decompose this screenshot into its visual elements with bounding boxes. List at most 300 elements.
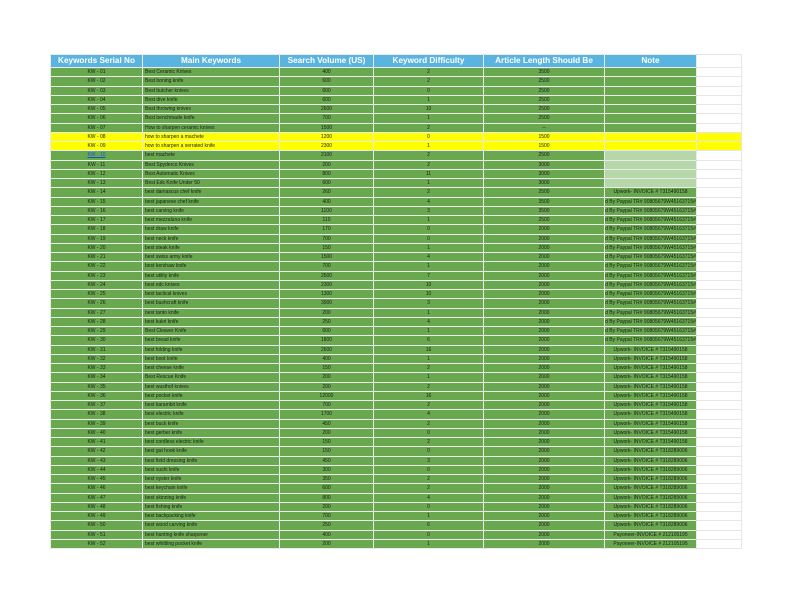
- cell-keyword[interactable]: best wood carving knife: [143, 521, 280, 530]
- header-main-keywords[interactable]: Main Keywords: [143, 55, 280, 68]
- cell-length[interactable]: 2000: [484, 401, 605, 410]
- cell-difficulty[interactable]: 0: [374, 502, 484, 511]
- cell-note[interactable]: [605, 114, 697, 123]
- empty-cell[interactable]: [697, 216, 742, 225]
- cell-keyword[interactable]: best wusthof knives: [143, 382, 280, 391]
- cell-volume[interactable]: 700: [280, 114, 374, 123]
- cell-difficulty[interactable]: 1: [374, 114, 484, 123]
- empty-cell[interactable]: [697, 105, 742, 114]
- cell-keyword[interactable]: How to sharpen ceramic knives: [143, 123, 280, 132]
- cell-difficulty[interactable]: 1: [374, 308, 484, 317]
- cell-keyword[interactable]: best bushcraft knife: [143, 299, 280, 308]
- cell-volume[interactable]: 200: [280, 502, 374, 511]
- cell-note[interactable]: Upwork- INVOICE # T315490158: [605, 391, 697, 400]
- cell-keyword[interactable]: best fishing knife: [143, 502, 280, 511]
- empty-cell[interactable]: [697, 262, 742, 271]
- cell-keyword[interactable]: Best benchmade knife: [143, 114, 280, 123]
- cell-serial[interactable]: KW - 43: [51, 456, 143, 465]
- cell-length[interactable]: 2500: [484, 77, 605, 86]
- cell-note[interactable]: [605, 132, 697, 141]
- cell-keyword[interactable]: best folding knife: [143, 345, 280, 354]
- cell-serial[interactable]: KW - 30: [51, 336, 143, 345]
- cell-note[interactable]: Upwork- INVOICE # T318289006: [605, 456, 697, 465]
- cell-length[interactable]: 2000: [484, 299, 605, 308]
- cell-length[interactable]: 2500: [484, 95, 605, 104]
- cell-difficulty[interactable]: 1: [374, 216, 484, 225]
- cell-keyword[interactable]: best gut hook knife: [143, 447, 280, 456]
- cell-serial[interactable]: KW - 44: [51, 465, 143, 474]
- cell-difficulty[interactable]: 2: [374, 77, 484, 86]
- cell-keyword[interactable]: Best butcher knives: [143, 86, 280, 95]
- cell-keyword[interactable]: how to sharpen a machete: [143, 132, 280, 141]
- cell-serial[interactable]: KW - 15: [51, 197, 143, 206]
- cell-difficulty[interactable]: 0: [374, 465, 484, 474]
- cell-note[interactable]: Upwork- INVOICE # T318289006: [605, 502, 697, 511]
- cell-serial[interactable]: KW - 25: [51, 290, 143, 299]
- cell-volume[interactable]: 2100: [280, 151, 374, 160]
- cell-keyword[interactable]: Best dive knife: [143, 95, 280, 104]
- cell-length[interactable]: 1500: [484, 132, 605, 141]
- cell-serial[interactable]: KW - 28: [51, 317, 143, 326]
- cell-serial[interactable]: KW - 21: [51, 253, 143, 262]
- cell-keyword[interactable]: best steak knife: [143, 243, 280, 252]
- cell-volume[interactable]: 600: [280, 484, 374, 493]
- cell-difficulty[interactable]: 1: [374, 512, 484, 521]
- empty-cell[interactable]: [697, 373, 742, 382]
- cell-volume[interactable]: 450: [280, 419, 374, 428]
- cell-volume[interactable]: 1800: [280, 336, 374, 345]
- cell-serial[interactable]: KW - 52: [51, 539, 143, 548]
- cell-difficulty[interactable]: 2: [374, 160, 484, 169]
- empty-cell[interactable]: [697, 438, 742, 447]
- cell-note[interactable]: [605, 77, 697, 86]
- empty-cell[interactable]: [697, 188, 742, 197]
- header-article-length[interactable]: Article Length Should Be: [484, 55, 605, 68]
- cell-note[interactable]: Upwork- INVOICE # T315490158: [605, 345, 697, 354]
- cell-volume[interactable]: 250: [280, 521, 374, 530]
- cell-keyword[interactable]: best japanese chef knife: [143, 197, 280, 206]
- empty-cell[interactable]: [697, 521, 742, 530]
- cell-difficulty[interactable]: 0: [374, 86, 484, 95]
- cell-serial[interactable]: KW - 46: [51, 484, 143, 493]
- cell-serial[interactable]: KW - 03: [51, 86, 143, 95]
- empty-cell[interactable]: [697, 280, 742, 289]
- cell-keyword[interactable]: best kukri knife: [143, 317, 280, 326]
- cell-length[interactable]: 2000: [484, 484, 605, 493]
- cell-serial[interactable]: KW - 05: [51, 105, 143, 114]
- header-search-volume[interactable]: Search Volume (US): [280, 55, 374, 68]
- cell-volume[interactable]: 600: [280, 95, 374, 104]
- cell-volume[interactable]: 200: [280, 308, 374, 317]
- empty-cell[interactable]: [697, 253, 742, 262]
- empty-cell[interactable]: [697, 493, 742, 502]
- cell-keyword[interactable]: best cordless electric knife: [143, 438, 280, 447]
- empty-cell[interactable]: [697, 225, 742, 234]
- cell-length[interactable]: 2500: [484, 151, 605, 160]
- cell-difficulty[interactable]: 1: [374, 95, 484, 104]
- cell-serial[interactable]: KW - 17: [51, 216, 143, 225]
- cell-volume[interactable]: 700: [280, 401, 374, 410]
- empty-cell[interactable]: [697, 95, 742, 104]
- cell-volume[interactable]: 150: [280, 364, 374, 373]
- cell-keyword[interactable]: best hunting knife sharpener: [143, 530, 280, 539]
- cell-serial[interactable]: KW - 48: [51, 502, 143, 511]
- cell-volume[interactable]: 400: [280, 68, 374, 77]
- cell-difficulty[interactable]: 4: [374, 493, 484, 502]
- cell-keyword[interactable]: best skinning knife: [143, 493, 280, 502]
- cell-difficulty[interactable]: 3: [374, 456, 484, 465]
- cell-serial[interactable]: KW - 04: [51, 95, 143, 104]
- cell-serial[interactable]: KW - 24: [51, 280, 143, 289]
- empty-cell[interactable]: [697, 484, 742, 493]
- cell-volume[interactable]: 1300: [280, 290, 374, 299]
- cell-volume[interactable]: 800: [280, 169, 374, 178]
- cell-note[interactable]: d By Paypal TR# 90805679W45163715#: [605, 226, 696, 233]
- cell-length[interactable]: 3500: [484, 197, 605, 206]
- cell-length[interactable]: 2500: [484, 86, 605, 95]
- cell-volume[interactable]: 800: [280, 493, 374, 502]
- cell-keyword[interactable]: Best Edc Knife Under 50: [143, 179, 280, 188]
- cell-note[interactable]: Upwork- INVOICE # T315490158: [605, 419, 697, 428]
- cell-serial[interactable]: KW - 33: [51, 364, 143, 373]
- empty-cell[interactable]: [697, 197, 742, 206]
- cell-difficulty[interactable]: 4: [374, 317, 484, 326]
- cell-length[interactable]: 2000: [484, 262, 605, 271]
- cell-difficulty[interactable]: 0: [374, 530, 484, 539]
- cell-difficulty[interactable]: 4: [374, 253, 484, 262]
- cell-serial[interactable]: KW - 47: [51, 493, 143, 502]
- cell-note[interactable]: d By Paypal TR# 90805679W45163715#: [605, 207, 696, 214]
- cell-volume[interactable]: 150: [280, 447, 374, 456]
- empty-cell[interactable]: [697, 336, 742, 345]
- cell-note[interactable]: Upwork- INVOICE # T318289006: [605, 493, 697, 502]
- cell-keyword[interactable]: how to sharpen a serrated knife: [143, 142, 280, 151]
- cell-difficulty[interactable]: 3: [374, 206, 484, 215]
- cell-note[interactable]: [605, 142, 697, 151]
- cell-volume[interactable]: 1500: [280, 123, 374, 132]
- cell-serial[interactable]: KW - 39: [51, 419, 143, 428]
- cell-serial[interactable]: KW - 35: [51, 382, 143, 391]
- cell-note[interactable]: d By Paypal TR# 90805679W45163715#: [605, 272, 696, 279]
- cell-note[interactable]: [605, 169, 697, 178]
- cell-volume[interactable]: 600: [280, 179, 374, 188]
- cell-length[interactable]: 2000: [484, 317, 605, 326]
- empty-cell[interactable]: [697, 475, 742, 484]
- cell-keyword[interactable]: Best throwing knives: [143, 105, 280, 114]
- cell-volume[interactable]: 2600: [280, 105, 374, 114]
- cell-note[interactable]: d By Paypal TR# 90805679W45163715#: [605, 235, 696, 242]
- cell-note[interactable]: [605, 160, 697, 169]
- cell-difficulty[interactable]: 2: [374, 151, 484, 160]
- cell-volume[interactable]: 600: [280, 327, 374, 336]
- cell-keyword[interactable]: best whittling pocket knife: [143, 539, 280, 548]
- cell-volume[interactable]: 260: [280, 188, 374, 197]
- cell-difficulty[interactable]: 16: [374, 345, 484, 354]
- cell-keyword[interactable]: best bread knife: [143, 336, 280, 345]
- cell-keyword[interactable]: Best Rescue Knife: [143, 373, 280, 382]
- empty-cell[interactable]: [697, 354, 742, 363]
- cell-volume[interactable]: 12000: [280, 391, 374, 400]
- cell-keyword[interactable]: best machete: [143, 151, 280, 160]
- cell-volume[interactable]: 170: [280, 225, 374, 234]
- cell-note[interactable]: Upwork- INVOICE # T315490158: [605, 354, 697, 363]
- cell-note[interactable]: Upwork- INVOICE # T315490158: [605, 401, 697, 410]
- cell-volume[interactable]: 1700: [280, 410, 374, 419]
- cell-keyword[interactable]: best pocket knife: [143, 391, 280, 400]
- cell-keyword[interactable]: best oyster knife: [143, 475, 280, 484]
- cell-length[interactable]: 3000: [484, 179, 605, 188]
- cell-note[interactable]: Upwork- INVOICE # T318289006: [605, 475, 697, 484]
- cell-difficulty[interactable]: 2: [374, 382, 484, 391]
- cell-difficulty[interactable]: 0: [374, 234, 484, 243]
- empty-cell[interactable]: [697, 317, 742, 326]
- cell-difficulty[interactable]: 7: [374, 271, 484, 280]
- cell-serial[interactable]: KW - 51: [51, 530, 143, 539]
- cell-serial[interactable]: KW - 36: [51, 391, 143, 400]
- cell-volume[interactable]: 700: [280, 512, 374, 521]
- cell-serial[interactable]: KW - 26: [51, 299, 143, 308]
- empty-cell[interactable]: [697, 299, 742, 308]
- cell-difficulty[interactable]: 1: [374, 262, 484, 271]
- cell-keyword[interactable]: best electric knife: [143, 410, 280, 419]
- cell-volume[interactable]: 700: [280, 262, 374, 271]
- cell-difficulty[interactable]: 0: [374, 447, 484, 456]
- empty-cell[interactable]: [697, 206, 742, 215]
- cell-length[interactable]: 2000: [484, 345, 605, 354]
- cell-volume[interactable]: 1200: [280, 132, 374, 141]
- cell-serial[interactable]: KW - 08: [51, 132, 143, 141]
- cell-note[interactable]: Payoneer-INVOICE # 212105195: [605, 539, 697, 548]
- cell-length[interactable]: --: [484, 123, 605, 132]
- cell-volume[interactable]: 450: [280, 456, 374, 465]
- cell-difficulty[interactable]: 4: [374, 197, 484, 206]
- cell-serial[interactable]: KW - 49: [51, 512, 143, 521]
- cell-volume[interactable]: 350: [280, 475, 374, 484]
- cell-length[interactable]: 2000: [484, 447, 605, 456]
- cell-keyword[interactable]: best backpacking knife: [143, 512, 280, 521]
- cell-serial[interactable]: KW - 01: [51, 68, 143, 77]
- cell-length[interactable]: 2000: [484, 391, 605, 400]
- cell-keyword[interactable]: best field dressing knife: [143, 456, 280, 465]
- empty-cell[interactable]: [697, 345, 742, 354]
- cell-volume[interactable]: 2300: [280, 142, 374, 151]
- cell-keyword[interactable]: best keychain knife: [143, 484, 280, 493]
- empty-cell[interactable]: [697, 428, 742, 437]
- cell-note[interactable]: d By Paypal TR# 90805679W45163715#: [605, 337, 696, 344]
- cell-keyword[interactable]: best utility knife: [143, 271, 280, 280]
- cell-volume[interactable]: 110: [280, 216, 374, 225]
- cell-keyword[interactable]: best tactical knives: [143, 290, 280, 299]
- cell-difficulty[interactable]: 2: [374, 68, 484, 77]
- empty-cell[interactable]: [697, 169, 742, 178]
- cell-volume[interactable]: 200: [280, 160, 374, 169]
- cell-volume[interactable]: 2600: [280, 345, 374, 354]
- cell-difficulty[interactable]: 2: [374, 364, 484, 373]
- cell-keyword[interactable]: Best Cleaver Knife: [143, 327, 280, 336]
- empty-column-header[interactable]: [697, 55, 742, 68]
- cell-serial[interactable]: KW - 45: [51, 475, 143, 484]
- cell-serial[interactable]: KW - 06: [51, 114, 143, 123]
- cell-length[interactable]: 3500: [484, 68, 605, 77]
- empty-cell[interactable]: [697, 530, 742, 539]
- cell-length[interactable]: 2000: [484, 493, 605, 502]
- cell-keyword[interactable]: best cheese knife: [143, 364, 280, 373]
- cell-difficulty[interactable]: 1: [374, 327, 484, 336]
- cell-keyword[interactable]: best swiss army knife: [143, 253, 280, 262]
- cell-length[interactable]: 2000: [484, 410, 605, 419]
- cell-keyword[interactable]: best carving knife: [143, 206, 280, 215]
- cell-note[interactable]: d By Paypal TR# 90805679W45163715#: [605, 254, 696, 261]
- cell-serial[interactable]: KW - 27: [51, 308, 143, 317]
- cell-note[interactable]: [605, 95, 697, 104]
- cell-keyword[interactable]: Best Ceramic Knives: [143, 68, 280, 77]
- cell-difficulty[interactable]: 2: [374, 123, 484, 132]
- empty-cell[interactable]: [697, 512, 742, 521]
- cell-keyword[interactable]: Best Spyderco Knives: [143, 160, 280, 169]
- cell-note[interactable]: [605, 123, 697, 132]
- cell-keyword[interactable]: Best boning knife: [143, 77, 280, 86]
- cell-keyword[interactable]: best edc knives: [143, 280, 280, 289]
- cell-difficulty[interactable]: 6: [374, 521, 484, 530]
- cell-length[interactable]: 2000: [484, 225, 605, 234]
- cell-note[interactable]: Upwork- INVOICE # T318289006: [605, 512, 697, 521]
- cell-length[interactable]: 2000: [484, 521, 605, 530]
- header-note[interactable]: Note: [605, 55, 697, 68]
- cell-length[interactable]: 2000: [484, 530, 605, 539]
- cell-difficulty[interactable]: 0: [374, 225, 484, 234]
- cell-difficulty[interactable]: 1: [374, 179, 484, 188]
- cell-serial[interactable]: KW - 19: [51, 234, 143, 243]
- cell-keyword[interactable]: best damascus chef knife: [143, 188, 280, 197]
- cell-serial[interactable]: KW - 34: [51, 373, 143, 382]
- empty-cell[interactable]: [697, 179, 742, 188]
- cell-difficulty[interactable]: 10: [374, 105, 484, 114]
- cell-volume[interactable]: 150: [280, 438, 374, 447]
- cell-length[interactable]: 2000: [484, 382, 605, 391]
- empty-cell[interactable]: [697, 243, 742, 252]
- cell-note[interactable]: [605, 179, 697, 188]
- cell-length[interactable]: 2000: [484, 234, 605, 243]
- cell-length[interactable]: 2500: [484, 114, 605, 123]
- cell-note[interactable]: Upwork- INVOICE # T315490158: [605, 382, 697, 391]
- cell-volume[interactable]: 150: [280, 243, 374, 252]
- cell-length[interactable]: 2000: [484, 280, 605, 289]
- cell-note[interactable]: d By Paypal TR# 90805679W45163715#: [605, 309, 696, 316]
- cell-note[interactable]: d By Paypal TR# 90805679W45163715#: [605, 281, 696, 288]
- cell-serial[interactable]: KW - 31: [51, 345, 143, 354]
- cell-note[interactable]: Upwork- INVOICE # T318289006: [605, 465, 697, 474]
- cell-difficulty[interactable]: 1: [374, 373, 484, 382]
- cell-length[interactable]: 3000: [484, 169, 605, 178]
- cell-length[interactable]: 2000: [484, 428, 605, 437]
- cell-length[interactable]: 1500: [484, 142, 605, 151]
- cell-serial[interactable]: KW - 41: [51, 438, 143, 447]
- cell-difficulty[interactable]: 1: [374, 354, 484, 363]
- cell-keyword[interactable]: best gerber knife: [143, 428, 280, 437]
- cell-volume[interactable]: 200: [280, 428, 374, 437]
- cell-note[interactable]: Upwork- INVOICE # T318289006: [605, 484, 697, 493]
- cell-note[interactable]: Upwork- INVOICE # T315490158: [605, 438, 697, 447]
- cell-keyword[interactable]: best karambit knife: [143, 401, 280, 410]
- cell-note[interactable]: Upwork- INVOICE # T315490158: [605, 373, 697, 382]
- cell-volume[interactable]: 3900: [280, 299, 374, 308]
- cell-serial[interactable]: KW - 50: [51, 521, 143, 530]
- cell-volume[interactable]: 200: [280, 539, 374, 548]
- cell-length[interactable]: 2000: [484, 373, 605, 382]
- cell-note[interactable]: d By Paypal TR# 90805679W45163715#: [605, 198, 696, 205]
- cell-keyword[interactable]: best neck knife: [143, 234, 280, 243]
- cell-note[interactable]: [605, 151, 697, 160]
- cell-difficulty[interactable]: 1: [374, 539, 484, 548]
- cell-volume[interactable]: 1500: [280, 253, 374, 262]
- cell-length[interactable]: 2000: [484, 354, 605, 363]
- cell-volume[interactable]: 2300: [280, 280, 374, 289]
- cell-serial[interactable]: KW - 38: [51, 410, 143, 419]
- cell-serial[interactable]: KW - 13: [51, 179, 143, 188]
- cell-difficulty[interactable]: 0: [374, 428, 484, 437]
- cell-note[interactable]: [605, 86, 697, 95]
- cell-serial[interactable]: KW - 12: [51, 169, 143, 178]
- cell-length[interactable]: 2000: [484, 465, 605, 474]
- header-keyword-difficulty[interactable]: Keyword Difficulty: [374, 55, 484, 68]
- cell-note[interactable]: d By Paypal TR# 90805679W45163715#: [605, 244, 696, 251]
- cell-keyword[interactable]: best sushi knife: [143, 465, 280, 474]
- empty-cell[interactable]: [697, 308, 742, 317]
- cell-serial[interactable]: KW - 29: [51, 327, 143, 336]
- empty-cell[interactable]: [697, 419, 742, 428]
- cell-length[interactable]: 3500: [484, 206, 605, 215]
- cell-length[interactable]: 2000: [484, 243, 605, 252]
- cell-length[interactable]: 2000: [484, 271, 605, 280]
- cell-serial[interactable]: KW - 23: [51, 271, 143, 280]
- empty-cell[interactable]: [697, 160, 742, 169]
- cell-serial[interactable]: KW - 37: [51, 401, 143, 410]
- cell-serial[interactable]: [51, 151, 143, 160]
- header-serial[interactable]: Keywords Serial No: [51, 55, 143, 68]
- cell-volume[interactable]: 400: [280, 197, 374, 206]
- cell-difficulty[interactable]: 4: [374, 410, 484, 419]
- cell-length[interactable]: 2000: [484, 475, 605, 484]
- cell-length[interactable]: 2000: [484, 253, 605, 262]
- cell-length[interactable]: 3000: [484, 160, 605, 169]
- cell-note[interactable]: [605, 105, 697, 114]
- cell-note[interactable]: [605, 68, 697, 77]
- cell-length[interactable]: 2000: [484, 336, 605, 345]
- empty-cell[interactable]: [697, 327, 742, 336]
- cell-difficulty[interactable]: 3: [374, 299, 484, 308]
- empty-cell[interactable]: [697, 123, 742, 132]
- cell-difficulty[interactable]: 6: [374, 336, 484, 345]
- cell-note[interactable]: Upwork- INVOICE # T315490158: [605, 410, 697, 419]
- cell-keyword[interactable]: best draw knife: [143, 225, 280, 234]
- empty-cell[interactable]: [697, 132, 742, 141]
- cell-difficulty[interactable]: 10: [374, 290, 484, 299]
- cell-note[interactable]: Upwork- INVOICE # T315490158: [605, 364, 697, 373]
- empty-cell[interactable]: [697, 447, 742, 456]
- empty-cell[interactable]: [697, 410, 742, 419]
- cell-volume[interactable]: 700: [280, 234, 374, 243]
- cell-note[interactable]: d By Paypal TR# 90805679W45163715#: [605, 318, 696, 325]
- cell-length[interactable]: 2000: [484, 290, 605, 299]
- cell-length[interactable]: 2000: [484, 502, 605, 511]
- cell-length[interactable]: 2500: [484, 188, 605, 197]
- cell-difficulty[interactable]: 1: [374, 243, 484, 252]
- cell-length[interactable]: 2500: [484, 216, 605, 225]
- cell-volume[interactable]: 200: [280, 373, 374, 382]
- empty-cell[interactable]: [697, 151, 742, 160]
- cell-keyword[interactable]: Best Automatic Knives: [143, 169, 280, 178]
- cell-volume[interactable]: 400: [280, 354, 374, 363]
